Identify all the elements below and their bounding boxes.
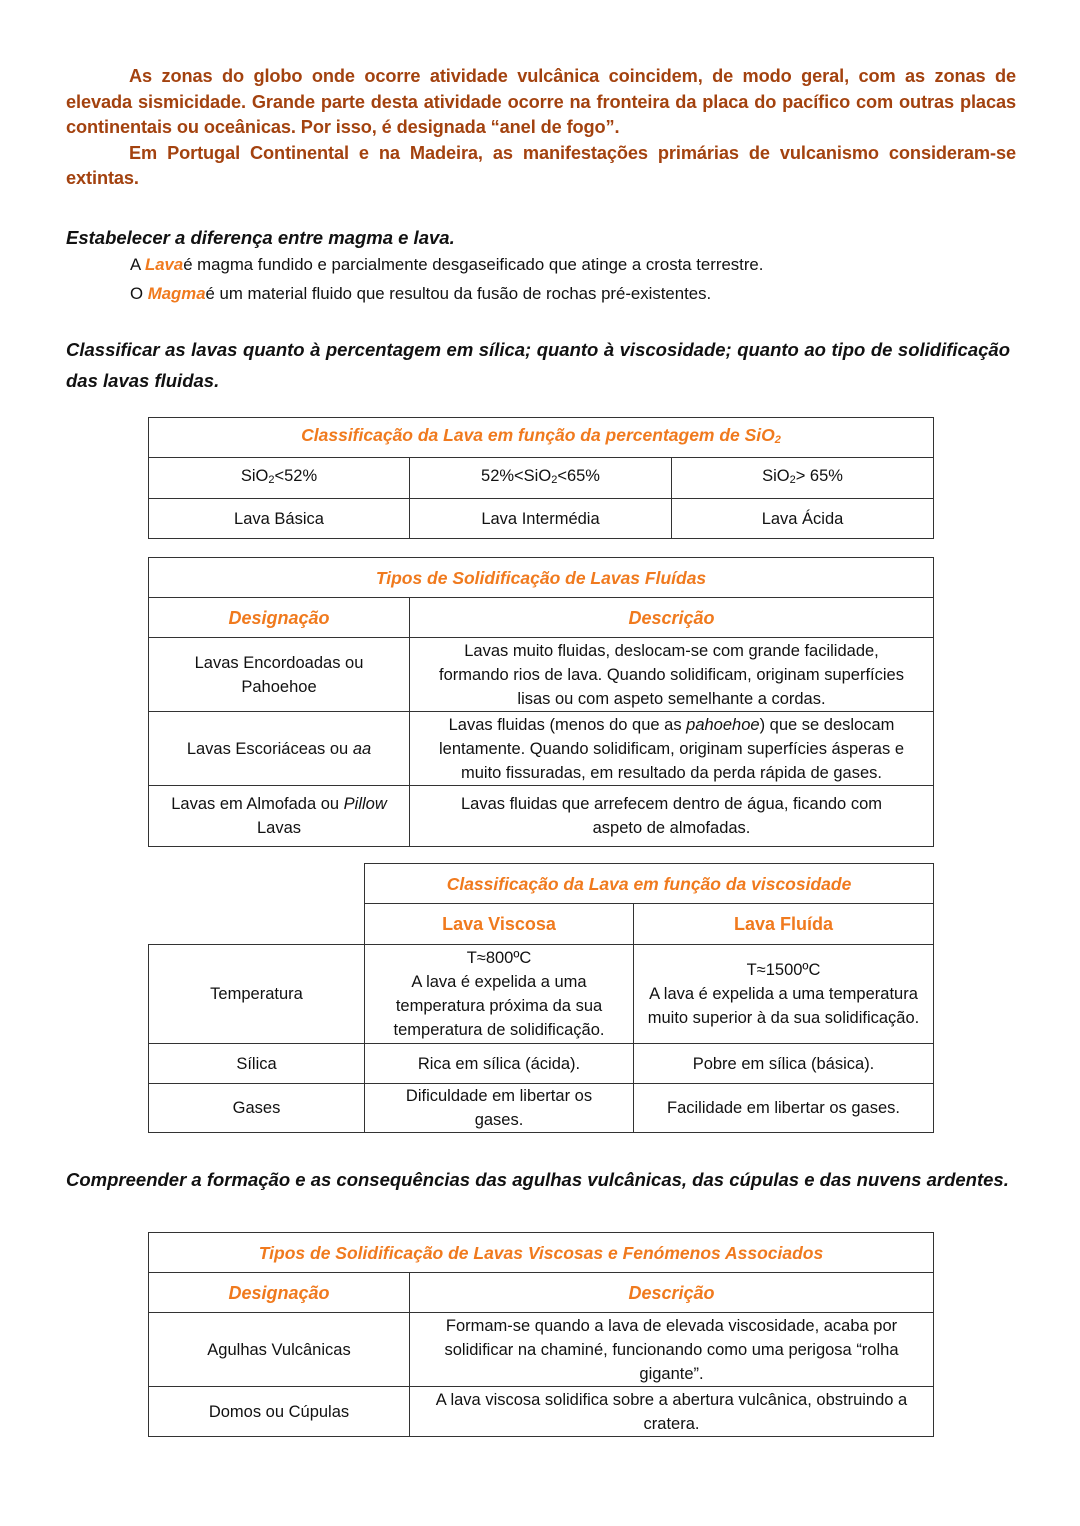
lava-definition xyxy=(130,255,763,275)
sio2-range-cell xyxy=(149,458,410,499)
sio2-table-title xyxy=(149,418,934,458)
viscosity-classification-table xyxy=(148,863,934,1133)
range-text: SiO xyxy=(762,467,790,485)
col-header-description: Descrição xyxy=(410,598,934,638)
intro-paragraph: As zonas do globo onde ocorre atividade vulcânica coincidem, de modo geral, com as zonas de elevada sismicidade. Grande parte desta atividade ocorre na fronteira da placa do pacífico com outras placas continentais ou oceânicas. Por isso, é designada “anel de fogo”. xyxy=(66,66,1016,137)
viscous-table-title: Tipos de Solidificação de Lavas Viscosas e Fenómenos Associados xyxy=(149,1233,934,1273)
viscous-cell: Dificuldade em libertar os gases. xyxy=(365,1084,634,1133)
lava-prefix: A xyxy=(130,255,145,274)
lava-type-cell: Lava Intermédia xyxy=(410,499,672,539)
table-row xyxy=(149,712,934,786)
fluid-cell: Pobre em sílica (básica). xyxy=(634,1044,934,1084)
range-subscript: 2 xyxy=(551,474,558,486)
lava-text: é magma fundido e parcialmente desgaseificado que atinge a crosta terrestre. xyxy=(183,255,764,274)
section-heading-classify: Classificar as lavas quanto à percentagem em sílica; quanto à viscosidade; quanto ao tipo de solidificação das lavas fluidas. xyxy=(66,339,1010,391)
description-cell: A lava viscosa solidifica sobre a abertura vulcânica, obstruindo a cratera. xyxy=(410,1387,934,1437)
intro-paragraphs xyxy=(66,64,1016,192)
designation-text: Lavas xyxy=(256,819,302,837)
viscous-temperature: T≈800ºC xyxy=(466,949,532,967)
description-cell: Formam-se quando a lava de elevada viscosidade, acaba por solidificar na chaminé, funcionando como uma perigosa “rolha gigante”. xyxy=(410,1313,934,1387)
viscous-lava-solidification-table xyxy=(148,1232,934,1437)
lava-term: Lava xyxy=(144,255,184,274)
table-row xyxy=(149,1044,934,1084)
designation-cell: Domos ou Cúpulas xyxy=(149,1387,410,1437)
designation-text: Lavas em Almofada ou xyxy=(171,795,344,813)
magma-term: Magma xyxy=(147,284,206,303)
section-heading-magma-lava: Estabelecer a diferença entre magma e lava. xyxy=(66,227,455,248)
lava-type-cell: Lava Básica xyxy=(149,499,410,539)
table-row xyxy=(149,945,934,1044)
sio2-range-cell xyxy=(672,458,934,499)
range-text: > 65% xyxy=(795,467,843,485)
col-header-designation: Designação xyxy=(149,598,410,638)
sio2-classification-table xyxy=(148,417,934,539)
col-header-viscous-lava: Lava Viscosa xyxy=(365,904,634,945)
magma-definition xyxy=(130,284,711,304)
description-text: ) que se deslocam lentamente. Quando solidificam, originam superfícies ásperas e muito fissuradas, em resultado da perda rápida de gases. xyxy=(439,715,904,782)
fluid-temperature: T≈1500ºC xyxy=(746,961,821,979)
viscosity-table-title: Classificação da Lava em função da viscosidade xyxy=(365,864,934,904)
fluid-table-title: Tipos de Solidificação de Lavas Fluídas xyxy=(149,558,934,598)
designation-italic: aa xyxy=(352,739,372,758)
table-row xyxy=(149,1387,934,1437)
designation-cell xyxy=(149,712,410,786)
lava-type-cell: Lava Ácida xyxy=(672,499,934,539)
range-text: SiO xyxy=(240,467,269,485)
range-text: 52%<SiO xyxy=(481,467,552,485)
title-text: Classificação da Lava em função da percentagem de SiO xyxy=(301,425,775,445)
section-heading-needles: Compreender a formação e as consequências das agulhas vulcânicas, das cúpulas e das nuvens ardentes. xyxy=(66,1169,1009,1190)
table-row xyxy=(149,1084,934,1133)
description-cell: Lavas muito fluidas, deslocam-se com grande facilidade, formando rios de lava. Quando solidificam, originam superfícies lisas ou com aspeto semelhante a cordas. xyxy=(410,638,934,712)
designation-cell: Lavas Encordoadas ou Pahoehoe xyxy=(149,638,410,712)
row-label-temperature: Temperatura xyxy=(149,945,365,1044)
row-label-silica: Sílica xyxy=(149,1044,365,1084)
intro-paragraph: Em Portugal Continental e na Madeira, as manifestações primárias de vulcanismo consideram-se extintas. xyxy=(66,142,1016,188)
viscous-cell xyxy=(365,945,634,1044)
magma-prefix: O xyxy=(130,284,148,303)
col-header-description: Descrição xyxy=(410,1273,934,1313)
table-row xyxy=(149,786,934,847)
range-subscript: 2 xyxy=(268,474,275,486)
fluid-cell xyxy=(634,945,934,1044)
empty-corner-cell xyxy=(149,904,365,945)
designation-cell xyxy=(149,786,410,847)
description-cell xyxy=(410,712,934,786)
description-text: Lavas fluidas (menos do que as xyxy=(448,715,687,734)
description-cell: Lavas fluidas que arrefecem dentro de água, ficando com aspeto de almofadas. xyxy=(410,786,934,847)
range-text: <52% xyxy=(274,467,318,485)
viscous-cell: Rica em sílica (ácida). xyxy=(365,1044,634,1084)
sio2-range-cell xyxy=(410,458,672,499)
designation-italic: Pillow xyxy=(343,795,387,813)
table-row xyxy=(149,638,934,712)
viscous-description: A lava é expelida a uma temperatura próxima da sua temperatura de solidificação. xyxy=(393,973,605,1039)
fluid-description: A lava é expelida a uma temperatura muito superior à da sua solidificação. xyxy=(647,985,920,1027)
fluid-lava-solidification-table xyxy=(148,557,934,847)
col-header-designation: Designação xyxy=(149,1273,410,1313)
table-row xyxy=(149,1313,934,1387)
designation-text: Lavas Escoriáceas ou xyxy=(186,739,353,758)
range-subscript: 2 xyxy=(789,474,796,486)
empty-corner-cell xyxy=(149,864,365,904)
range-text: <65% xyxy=(557,467,600,485)
fluid-cell: Facilidade em libertar os gases. xyxy=(634,1084,934,1133)
designation-cell: Agulhas Vulcânicas xyxy=(149,1313,410,1387)
row-label-gases: Gases xyxy=(149,1084,365,1133)
title-subscript: 2 xyxy=(774,434,781,446)
col-header-fluid-lava: Lava Fluída xyxy=(634,904,934,945)
magma-text: é um material fluido que resultou da fusão de rochas pré-existentes. xyxy=(205,284,712,303)
description-italic: pahoehoe xyxy=(686,715,760,734)
